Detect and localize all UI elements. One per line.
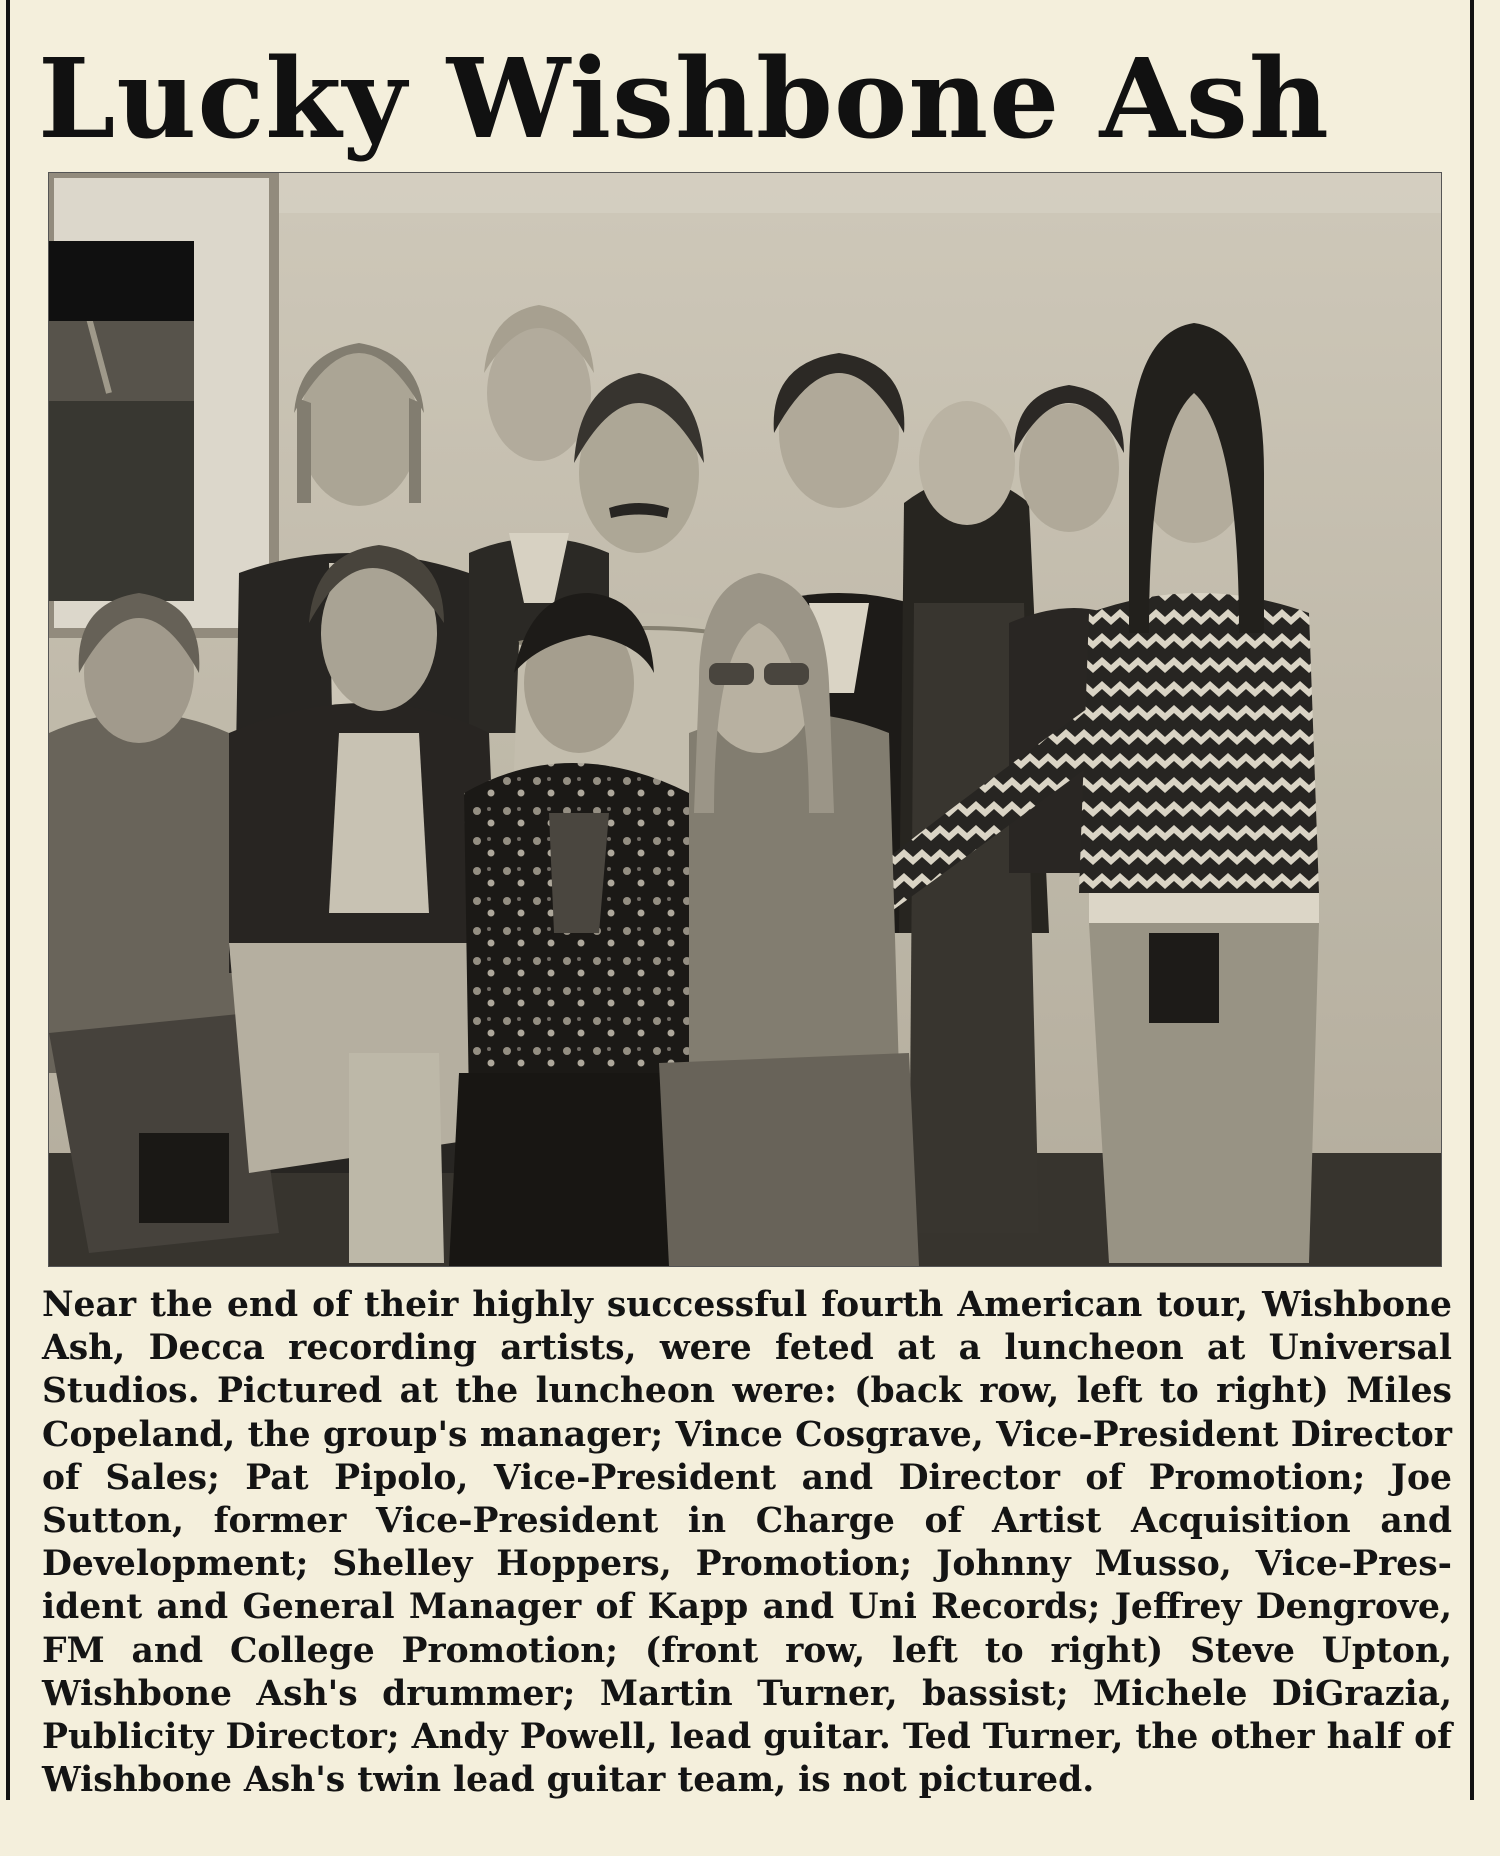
photo-caption: Near the end of their highly successful fourth American tour, Wishbone Ash, Decca recording artists, were feted at a luncheon at Universal Studios. Pictured at the luncheon were: (back row, left to right) Miles Copeland, the group's manager; Vince Cosgrave, Vice-President Director of Sales; Pat Pipolo, Vice-President and Director of Promotion; Joe Sutton, former Vice-President in Charge of Artist Acquisition and Development; Shelley Hoppers, Promotion; Johnny Musso, Vice-President and General Manager of Kapp and Uni Records; Jeffrey Dengrove, FM and College Promotion; (front row, left to right) Steve Upton, Wishbone Ash's drummer; Martin Turner, bassist; Michele DiGrazia, Publicity Director; Andy Powell, lead guitar. Ted Turner, the other half of Wishbone Ash's twin lead guitar team, is not pictured. xyxy=(42,1285,1452,1801)
group-photo xyxy=(48,172,1442,1267)
headline: Lucky Wishbone Ash xyxy=(38,34,1330,163)
column-rule-right xyxy=(1470,0,1474,1800)
column-rule-left xyxy=(6,0,10,1800)
